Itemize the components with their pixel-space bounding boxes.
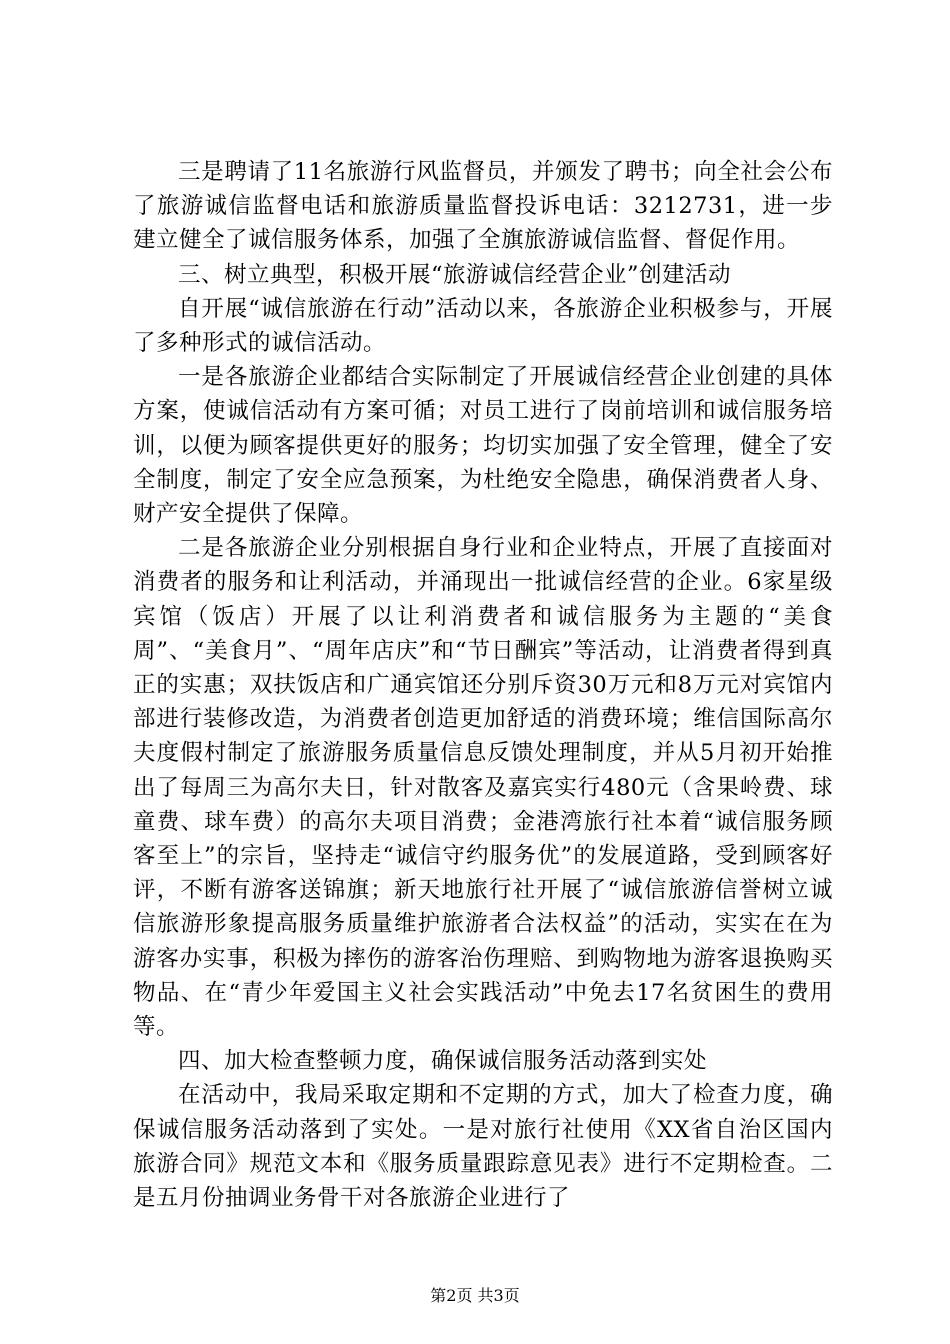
paragraph-item-1: 一是各旅游企业都结合实际制定了开展诚信经营企业创建的具体方案，使诚信活动有方案可循；对员工进行了岗前培训和诚信服务培训，以便为顾客提供更好的服务；均切实加强了安全管理，健全了安全制度，制定了安全应急预案，为杜绝安全隐患，确保消费者人身、财产安全提供了保障。 (133, 364, 833, 528)
section-heading-3: 三、树立典型，积极开展“旅游诚信经营企业”创建活动 (178, 261, 732, 288)
paragraph-intro: 自开展“诚信旅游在行动”活动以来，各旅游企业积极参与，开展了多种形式的诚信活动。 (133, 295, 833, 357)
paragraph-item-2: 二是各旅游企业分别根据自身行业和企业特点，开展了直接面对消费者的服务和让利活动，并涌现出一批诚信经营的企业。6家星级宾馆（饭店）开展了以让利消费者和诚信服务为主题的“美食周”、“美食月”、“周年店庆”和“节日酬宾”等活动，让消费者得到真正的实惠；双扶饭店和广通宾馆还分别斥资30万元和8万元对宾馆内部进行装修改造，为消费者创造更加舒适的消费环境；维信国际高尔夫度假村制定了旅游服务质量信息反馈处理制度，并从5月初开始推出了每周三为高尔夫日，针对散客及嘉宾实行480元（含果岭费、球童费、球车费）的高尔夫项目消费；金港湾旅行社本着“诚信服务顾客至上”的宗旨，坚持走“诚信守约服务优”的发展道路，受到顾客好评，不断有游客送锦旗；新天地旅行社开展了“诚信旅游信誉树立诚信旅游形象提高服务质量维护旅游者合法权益”的活动，实实在在为游客办实事，积极为摔伤的游客治伤理赔、到购物地为游客退换购买物品、在“青少年爱国主义社会实践活动”中免去17名贫困生的费用等。 (133, 535, 833, 1041)
section-heading-4: 四、加大检查整顿力度，确保诚信服务活动落到实处 (178, 1048, 708, 1075)
document-body (133, 155, 833, 1215)
paragraph-item-3: 三是聘请了11名旅游行风监督员，并颁发了聘书；向全社会公布了旅游诚信监督电话和旅游质量监督投诉电话：3212731，进一步建立健全了诚信服务体系，加强了全旗旅游诚信监督、督促作用。 (133, 159, 833, 254)
paragraph-inspection: 在活动中，我局采取定期和不定期的方式，加大了检查力度，确保诚信服务活动落到了实处。一是对旅行社使用《XX省自治区国内旅游合同》规范文本和《服务质量跟踪意见表》进行不定期检查。二是五月份抽调业务骨干对各旅游企业进行了 (133, 1082, 833, 1212)
page-number-footer: 第2页 共3页 (430, 1286, 520, 1305)
